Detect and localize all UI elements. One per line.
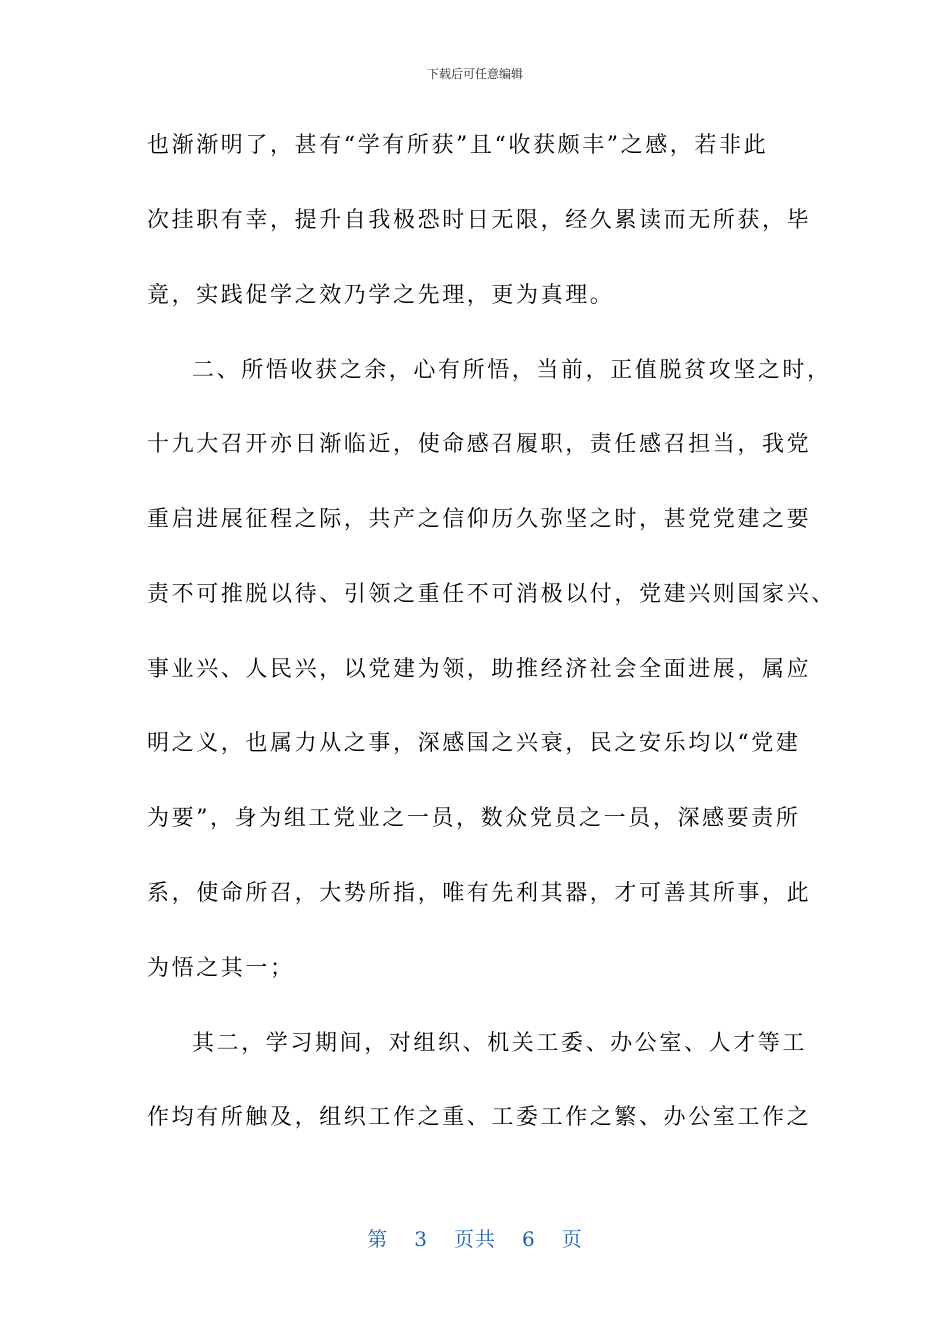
text-line: 十九大召开亦日渐临近，使命感召履职，责任感召担当，我党 [147, 432, 812, 457]
paragraph-first-line: 其二，学习期间，对组织、机关工委、办公室、人才等工 [192, 1031, 808, 1056]
text-line: 事业兴、人民兴，以党建为领，助推经济社会全面进展，属应 [147, 657, 812, 682]
page-number-footer [0, 1225, 950, 1253]
current-page-number: 3 [414, 1227, 428, 1251]
text-line: 责不可推脱以待、引领之重任不可消极以付，党建兴则国家兴、 [147, 582, 836, 607]
header-note: 下载后可任意编辑 [426, 67, 523, 81]
footer-prefix: 第 [367, 1227, 389, 1251]
footer-suffix: 页 [561, 1227, 583, 1251]
text-line: 为悟之其一； [147, 956, 295, 981]
text-line: 为要”，身为组工党业之一员，数众党员之一员，深感要责所 [147, 806, 801, 831]
text-line: 系，使命所召，大势所指，唯有先利其器，才可善其所事，此 [147, 881, 812, 906]
text-line: 重启进展征程之际，共产之信仰历久弥坚之时，甚党党建之要 [147, 507, 812, 532]
text-line: 作均有所触及，组织工作之重、工委工作之繁、办公室工作之 [147, 1105, 812, 1130]
text-line: 次挂职有幸，提升自我极恐时日无限，经久累读而无所获，毕 [147, 208, 812, 233]
paragraph-first-line: 二、所悟收获之余，心有所悟，当前，正值脱贫攻坚之时， [192, 358, 832, 383]
text-line: 竟，实践促学之效乃学之先理，更为真理。 [147, 283, 615, 308]
total-page-number: 6 [522, 1227, 536, 1251]
text-line: 明之义，也属力从之事，深感国之兴衰，民之安乐均以“党建 [147, 731, 801, 756]
text-line: 也渐渐明了，甚有“学有所获”且“收获颇丰”之感，若非此 [147, 133, 769, 158]
footer-middle: 页共 [454, 1227, 496, 1251]
